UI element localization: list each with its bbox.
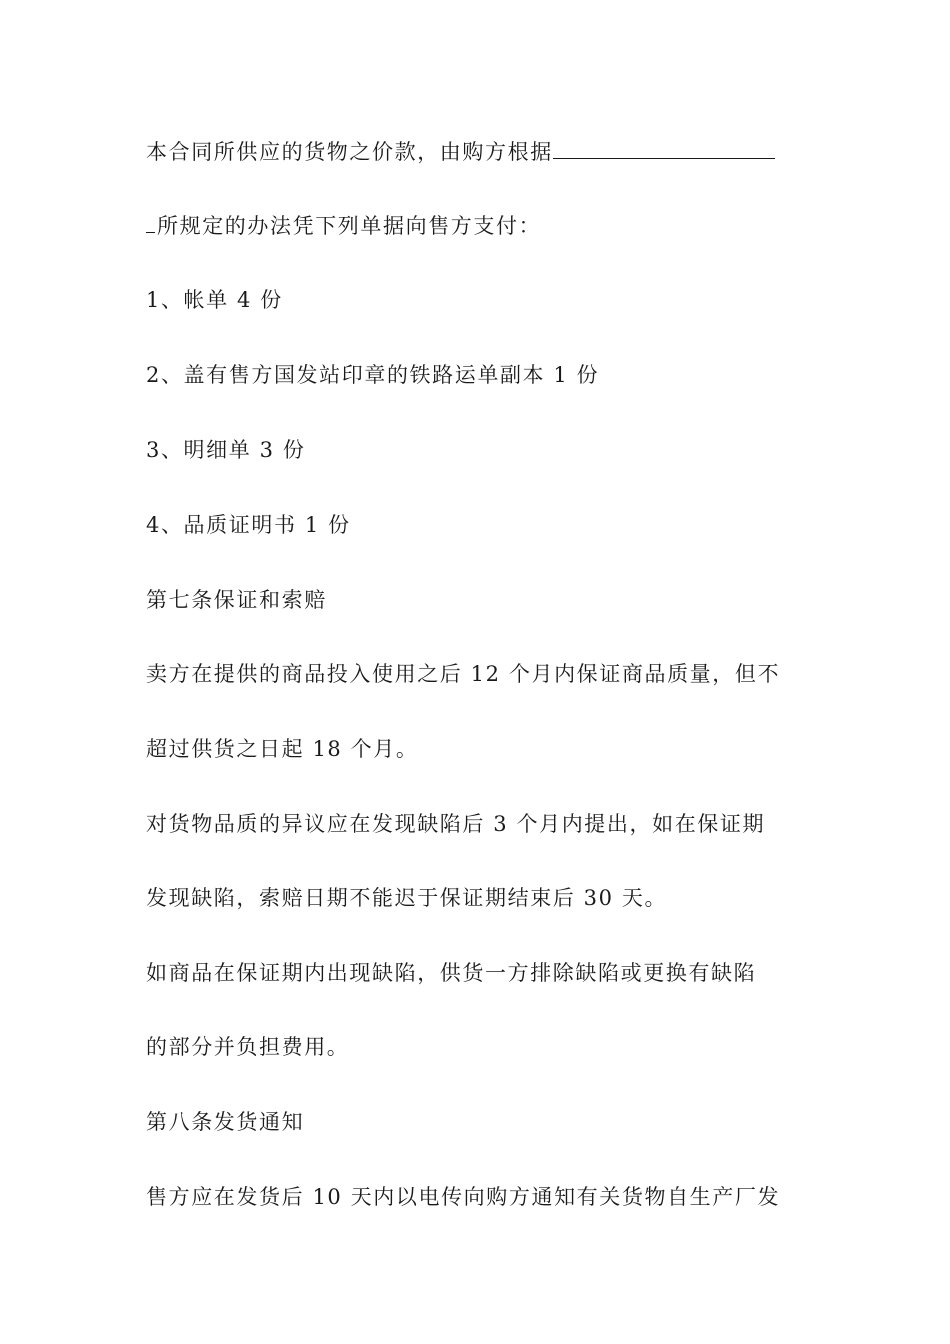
text-segment: 本合同所供应的货物之价款，由购方根据 — [146, 140, 553, 164]
section-heading-article-7: 第七条保证和索赔 — [146, 588, 327, 612]
section-heading-article-8: 第八条发货通知 — [146, 1110, 305, 1134]
text-line-payment-basis — [146, 137, 806, 167]
list-item-railway-waybill: 2、盖有售方国发站印章的铁路运单副本 1 份 — [146, 363, 600, 387]
fill-in-blank-continued[interactable] — [146, 212, 155, 233]
paragraph-line: 发现缺陷，索赔日期不能迟于保证期结束后 30 天。 — [146, 886, 668, 910]
paragraph-line: 如商品在保证期内出现缺陷，供货一方排除缺陷或更换有缺陷 — [146, 961, 757, 985]
paragraph-line: 售方应在发货后 10 天内以电传向购方通知有关货物自生产厂发 — [146, 1185, 781, 1209]
paragraph-line: 卖方在提供的商品投入使用之后 12 个月内保证商品质量，但不 — [146, 662, 781, 686]
text-segment: 所规定的办法凭下列单据向售方支付： — [157, 214, 542, 238]
list-item-specification: 3、明细单 3 份 — [146, 438, 306, 462]
list-item-invoice: 1、帐单 4 份 — [146, 288, 283, 312]
list-item-quality-certificate: 4、品质证明书 1 份 — [146, 513, 351, 537]
fill-in-blank[interactable] — [553, 138, 775, 159]
paragraph-line: 对货物品质的异议应在发现缺陷后 3 个月内提出，如在保证期 — [146, 812, 766, 836]
text-line-payment-method — [146, 211, 806, 241]
paragraph-line: 超过供货之日起 18 个月。 — [146, 737, 419, 761]
paragraph-line: 的部分并负担费用。 — [146, 1035, 350, 1059]
